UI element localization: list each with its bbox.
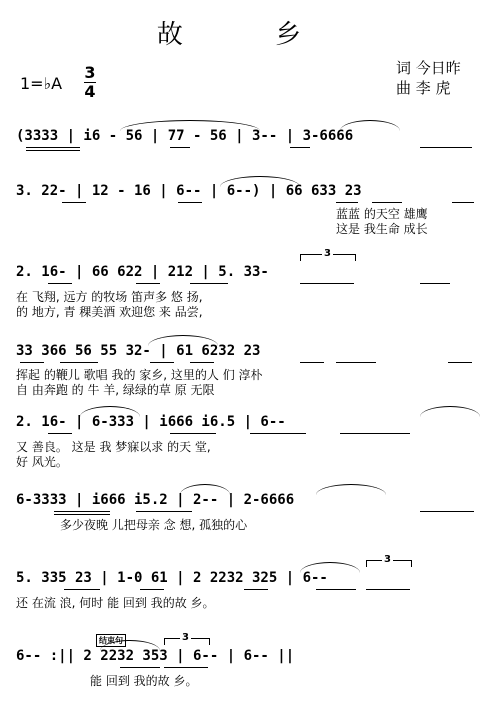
score-line-4-lyric-1: 挥起 的鞭儿 歌唱 我的 家乡, 这里的人 们 淳朴: [16, 368, 263, 382]
underline: [336, 362, 376, 363]
underline: [420, 511, 474, 512]
underline: [164, 667, 208, 668]
slur: [148, 335, 218, 346]
slur: [316, 484, 386, 495]
underline: [336, 202, 358, 203]
underline: [420, 147, 472, 148]
underline: [170, 147, 190, 148]
time-signature: [84, 64, 96, 101]
lyricist-credit: 词 今日昨: [396, 59, 461, 77]
score-line-3-lyric-1: 在 飞翔, 远方 的牧场 笛声多 悠 扬,: [16, 290, 203, 304]
score-line-5-notes: 2. 16- | 6-333 | i666 i6.5 | 6--: [16, 414, 286, 430]
underline: [54, 514, 110, 515]
score-line-3-notes: 2. 16- | 66 622 | 212 | 5. 33-: [16, 264, 269, 280]
underline: [290, 147, 310, 148]
score-line-5-lyric-2: 好 风光。: [16, 455, 68, 469]
underline: [136, 511, 192, 512]
underline: [140, 589, 164, 590]
score-line-6-notes: 6-3333 | i666 i5.2 | 2-- | 2-6666: [16, 492, 295, 508]
slur: [300, 562, 360, 573]
score-line-7-notes: 5. 335 23 | 1-0 61 | 2 2232 325 | 6--: [16, 570, 328, 586]
underline: [244, 589, 268, 590]
score-line-4-lyric-2: 自 由奔跑 的 牛 羊, 绿绿的草 原 无限: [16, 383, 215, 397]
underline: [20, 362, 44, 363]
ending-box-label: 结束句: [96, 634, 126, 647]
underline: [120, 667, 160, 668]
underline: [64, 589, 100, 590]
underline: [420, 283, 450, 284]
score-line-1-notes: (3333 | i6 - 56 | 77 - 56 | 3-- | 3-6666: [16, 128, 354, 144]
underline: [316, 589, 356, 590]
slur: [80, 406, 140, 417]
underline: [372, 202, 402, 203]
underline: [340, 433, 410, 434]
underline: [60, 362, 98, 363]
underline: [250, 433, 306, 434]
credits: [396, 58, 461, 98]
underline: [190, 362, 214, 363]
score-line-8-lyric-1: 能 回到 我的故 乡。: [90, 674, 198, 688]
meter-top: 3: [84, 63, 96, 82]
underline: [300, 362, 324, 363]
score-line-8-notes: 6-- :|| 2 2232 353 | 6-- | 6-- ||: [16, 648, 295, 664]
underline: [150, 362, 174, 363]
meter-bottom: 4: [84, 82, 96, 101]
underline: [54, 511, 110, 512]
underline: [48, 283, 72, 284]
song-title: 故 乡: [156, 20, 344, 50]
score-line-4-notes: 33 366 56 55 32- | 61 6232 23: [16, 343, 261, 359]
slur: [420, 406, 480, 417]
underline: [26, 150, 80, 151]
key-signature: 1=♭A: [20, 74, 63, 93]
composer-credit: 曲 李 虎: [396, 79, 451, 97]
score-line-3-lyric-2: 的 地方, 青 稞美酒 欢迎您 来 品尝,: [16, 305, 203, 319]
score-line-7-lyric-1: 还 在流 浪, 何时 能 回到 我的故 乡。: [16, 596, 215, 610]
score-line-2-lyric-1: 蓝蓝 的天空 雄鹰: [336, 207, 428, 221]
underline: [48, 433, 72, 434]
slur: [340, 120, 400, 131]
score-line-6-lyric-1: 多少夜晚 儿把母亲 念 想, 孤独的心: [60, 518, 248, 532]
triplet-mark: 3: [182, 632, 189, 643]
underline: [452, 202, 474, 203]
slur: [120, 120, 260, 131]
underline: [178, 202, 202, 203]
underline: [448, 362, 472, 363]
slur: [220, 176, 300, 187]
slur: [180, 484, 230, 495]
triplet-mark: 3: [384, 554, 391, 565]
underline: [136, 283, 160, 284]
underline: [62, 202, 86, 203]
underline: [26, 147, 80, 148]
underline: [300, 283, 354, 284]
underline: [190, 283, 228, 284]
score-line-5-lyric-1: 又 善良。 这是 我 梦寐以求 的天 堂,: [16, 440, 211, 454]
score-line-2-notes: 3. 22- | 12 - 16 | 6-- | 6--) | 66 633 23: [16, 183, 362, 199]
score-line-2-lyric-2: 这是 我生命 成长: [336, 222, 428, 236]
underline: [170, 433, 216, 434]
triplet-mark: 3: [324, 248, 331, 259]
underline: [366, 589, 410, 590]
